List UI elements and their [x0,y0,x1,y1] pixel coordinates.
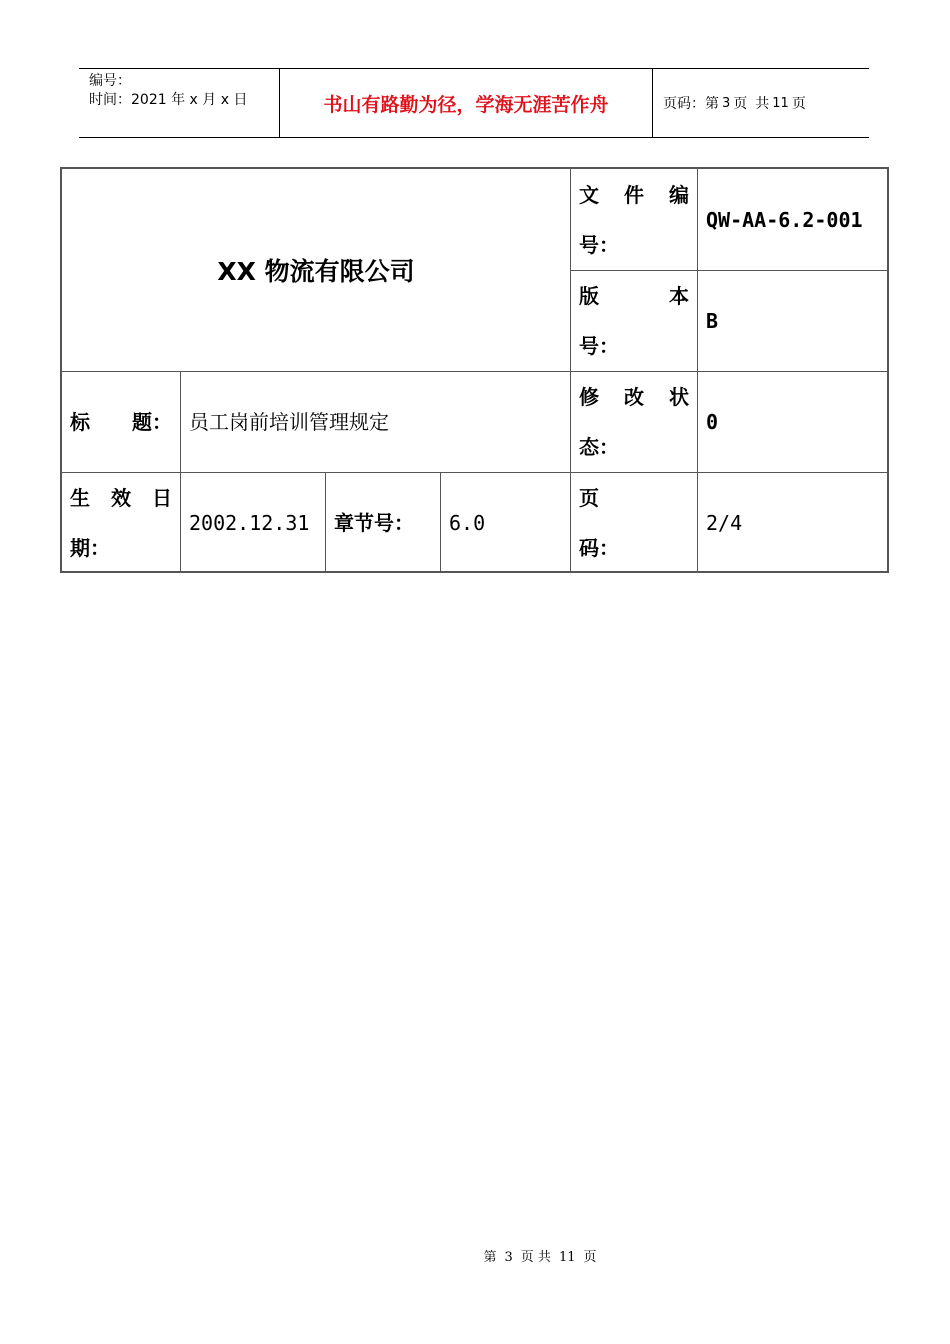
footer-mid: 页 共 [520,1250,551,1265]
doc-number-value: QW-AA-6.2-001 [706,207,863,232]
title-label: 标 题： [70,409,172,434]
company-name: XX 物流有限公司 [217,257,415,286]
page-mid: 页 [733,96,748,112]
chapter-label: 章节号： [334,510,414,535]
page-number-label: 页 码： [579,486,619,560]
page-number-value: 2/4 [706,510,743,535]
page-total: 11 [772,95,789,111]
grid-line [440,472,441,573]
page-prefix: 页码：第 [663,96,719,112]
document-control-table [60,167,889,573]
page-total-prefix: 共 [755,96,770,112]
page-suffix: 页 [791,96,806,112]
footer-total: 11 [558,1250,576,1265]
grid-line [325,472,326,573]
time-label: 时间：2021 年 x 月 x 日 [89,92,248,108]
serial-label: 编号： [89,73,131,89]
effective-date-label: 生 效 日 期： [70,486,172,560]
doc-number-label: 文 件 编 号： [579,183,689,257]
header-meta [79,69,280,137]
revision-label: 修 改 状 态： [579,385,689,459]
header-page-number [653,69,869,137]
header-motto: 书山有路勤为径，学海无涯苦作舟 [280,69,653,137]
footer-suffix: 页 [583,1250,597,1265]
effective-date-value: 2002.12.31 [189,510,310,535]
page-current: 3 [722,95,731,111]
version-value: B [706,308,719,333]
page-footer [0,1246,950,1265]
chapter-value: 6.0 [449,510,486,535]
footer-current: 3 [504,1250,513,1265]
page-header [79,68,869,138]
title-value: 员工岗前培训管理规定 [189,409,389,434]
footer-prefix: 第 [483,1250,497,1265]
version-label: 版 本 号： [579,284,689,358]
revision-value: 0 [706,409,719,434]
